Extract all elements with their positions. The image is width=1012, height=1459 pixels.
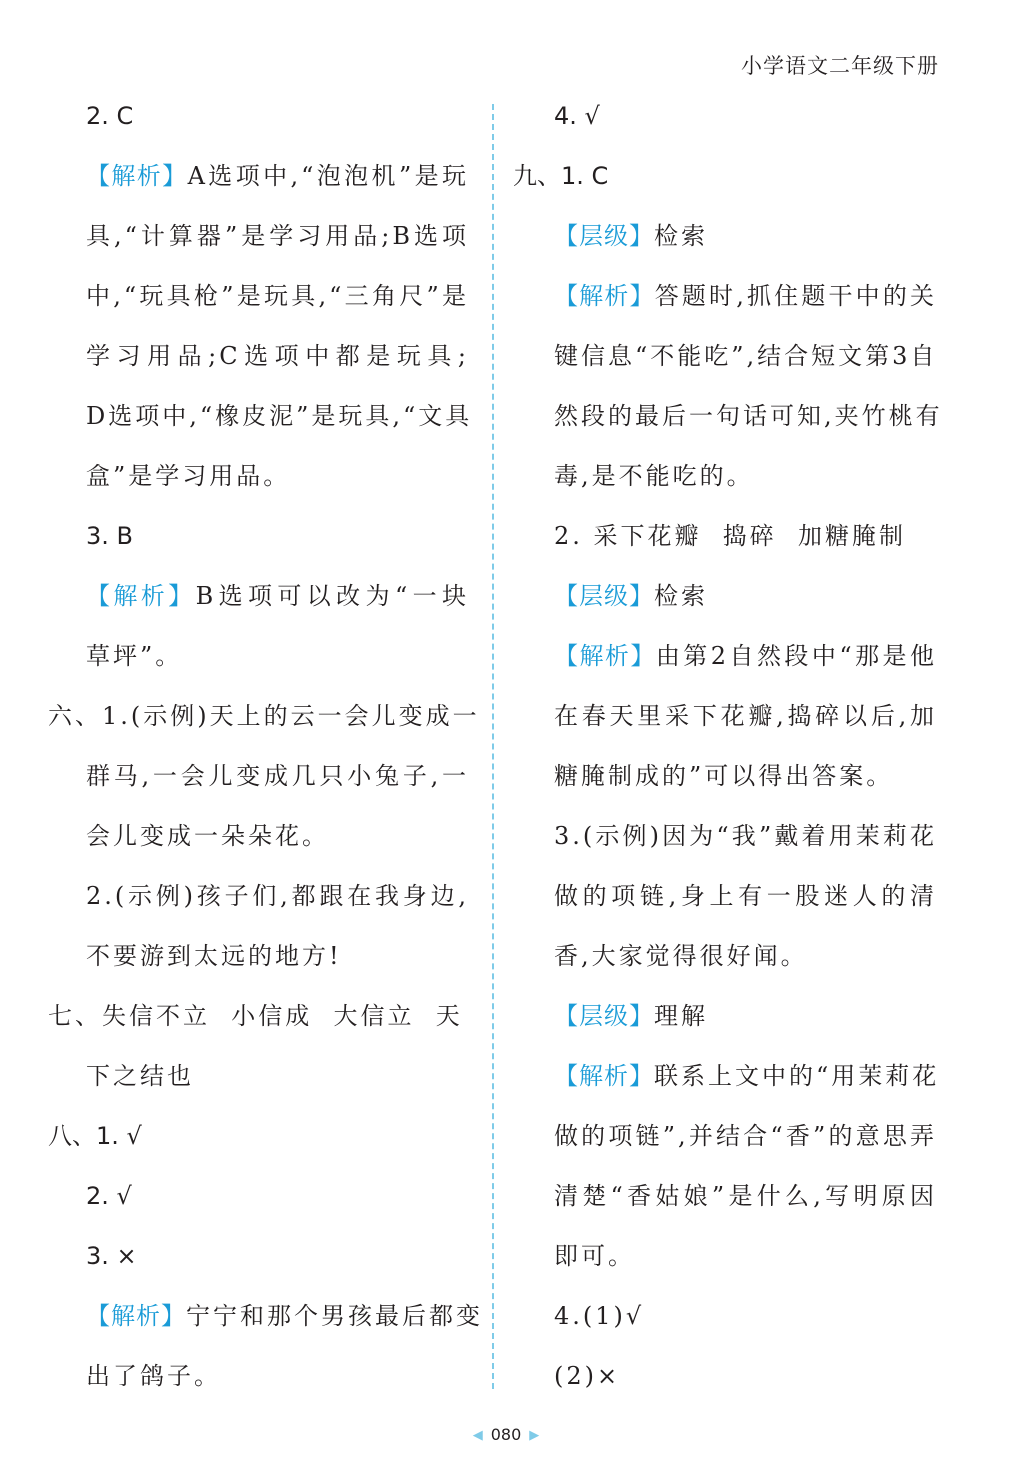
analysis-text: B选项可以改为“一块	[195, 582, 470, 610]
section-8-analysis-line-2: 出了鸽子。	[86, 1362, 221, 1390]
page-number: 080	[490, 1425, 522, 1444]
analysis-2-line-1	[86, 161, 469, 191]
section-6-q1-line-3: 会儿变成一朵朵花。	[86, 822, 329, 850]
column-divider	[492, 104, 494, 1389]
section-8-q1: 八、1. √	[48, 1122, 142, 1150]
section-7-line-2: 下之结也	[86, 1062, 194, 1090]
section-9-q1: 九、1. C	[513, 162, 609, 190]
analysis-tag: 【解析】	[554, 282, 655, 310]
section-9-q2-analysis-line-2: 在春天里采下花瓣,捣碎以后,加	[554, 702, 937, 730]
section-8-q3: 3. ×	[86, 1242, 137, 1270]
level-tag: 【层级】	[554, 1002, 654, 1030]
analysis-2-line-5: D选项中,“橡皮泥”是玩具,“文具	[86, 402, 473, 430]
analysis-tag: 【解析】	[86, 1302, 186, 1330]
section-6-q1-line-1: 六、1.(示例)天上的云一会儿变成一	[48, 702, 480, 730]
section-6-q1-line-2: 群马,一会儿变成几只小兔子,一	[86, 762, 469, 790]
analysis-2-line-4: 学习用品;C选项中都是玩具;	[86, 342, 469, 370]
answer-2: 2. C	[86, 102, 134, 130]
section-8-q2: 2. √	[86, 1182, 132, 1210]
section-9-q4-part-1: 4.(1)√	[554, 1302, 645, 1330]
book-title: 小学语文二年级下册	[741, 54, 939, 78]
section-9-q2: 2. 采下花瓣 捣碎 加糖腌制	[554, 522, 907, 550]
level-text: 检索	[654, 222, 708, 250]
section-8-q4: 4. √	[554, 102, 600, 130]
section-9-q2-analysis-line-1	[554, 641, 937, 671]
section-9-q3-line-2: 做的项链,身上有一股迷人的清	[554, 882, 937, 910]
analysis-text: A选项中,“泡泡机”是玩	[187, 162, 470, 190]
section-6-q2-line-1: 2.(示例)孩子们,都跟在我身边,	[86, 882, 469, 910]
page-footer	[0, 1425, 1012, 1444]
analysis-tag: 【解析】	[86, 162, 188, 190]
section-6-q2-line-2: 不要游到太远的地方!	[86, 942, 342, 970]
section-9-q2-analysis-line-3: 糖腌制成的”可以得出答案。	[554, 762, 894, 790]
level-tag: 【层级】	[554, 222, 654, 250]
analysis-3-line-2: 草坪”。	[86, 642, 183, 670]
analysis-2-line-2: 具,“计算器”是学习用品;B选项	[86, 222, 469, 250]
section-9-q3-line-3: 香,大家觉得很好闻。	[554, 942, 808, 970]
section-9-q2-level	[554, 581, 708, 611]
section-9-q1-analysis-line-1	[554, 281, 937, 311]
answer-3: 3. B	[86, 522, 133, 550]
analysis-text: 答题时,抓住题干中的关	[654, 282, 938, 310]
section-9-q1-analysis-line-2: 键信息“不能吃”,结合短文第3自	[554, 342, 938, 370]
level-tag: 【层级】	[554, 582, 654, 610]
section-9-q3-analysis-line-3: 清楚“香姑娘”是什么,写明原因	[554, 1182, 937, 1210]
section-9-q3-level	[554, 1001, 708, 1031]
analysis-3-line-1	[86, 581, 469, 611]
analysis-text: 宁宁和那个男孩最后都变	[186, 1302, 483, 1330]
analysis-tag: 【解析】	[554, 642, 656, 670]
section-9-q3-analysis-line-4: 即可。	[554, 1242, 635, 1270]
analysis-text: 由第2自然段中“那是他	[655, 642, 937, 670]
level-text: 理解	[654, 1002, 708, 1030]
analysis-tag: 【解析】	[554, 1062, 654, 1090]
next-arrow-icon: ▶	[529, 1428, 540, 1443]
analysis-2-line-6: 盒”是学习用品。	[86, 462, 291, 490]
analysis-tag: 【解析】	[86, 582, 196, 610]
section-9-q1-level	[554, 221, 708, 251]
level-text: 检索	[654, 582, 708, 610]
section-9-q3-analysis-line-1	[554, 1061, 940, 1091]
section-9-q1-analysis-line-3: 然段的最后一句话可知,夹竹桃有	[554, 402, 943, 430]
section-9-q3-line-1: 3.(示例)因为“我”戴着用茉莉花	[554, 822, 937, 850]
prev-arrow-icon: ◀	[472, 1428, 483, 1443]
section-9-q4-part-2: (2)×	[554, 1362, 621, 1390]
analysis-2-line-3: 中,“玩具枪”是玩具,“三角尺”是	[86, 282, 469, 310]
section-7-line-1: 七、失信不立 小信成 大信立 天	[48, 1002, 463, 1030]
section-9-q1-analysis-line-4: 毒,是不能吃的。	[554, 462, 754, 490]
analysis-text: 联系上文中的“用茉莉花	[654, 1062, 940, 1090]
section-8-analysis-line-1	[86, 1301, 483, 1331]
section-9-q3-analysis-line-2: 做的项链”,并结合“香”的意思弄	[554, 1122, 937, 1150]
